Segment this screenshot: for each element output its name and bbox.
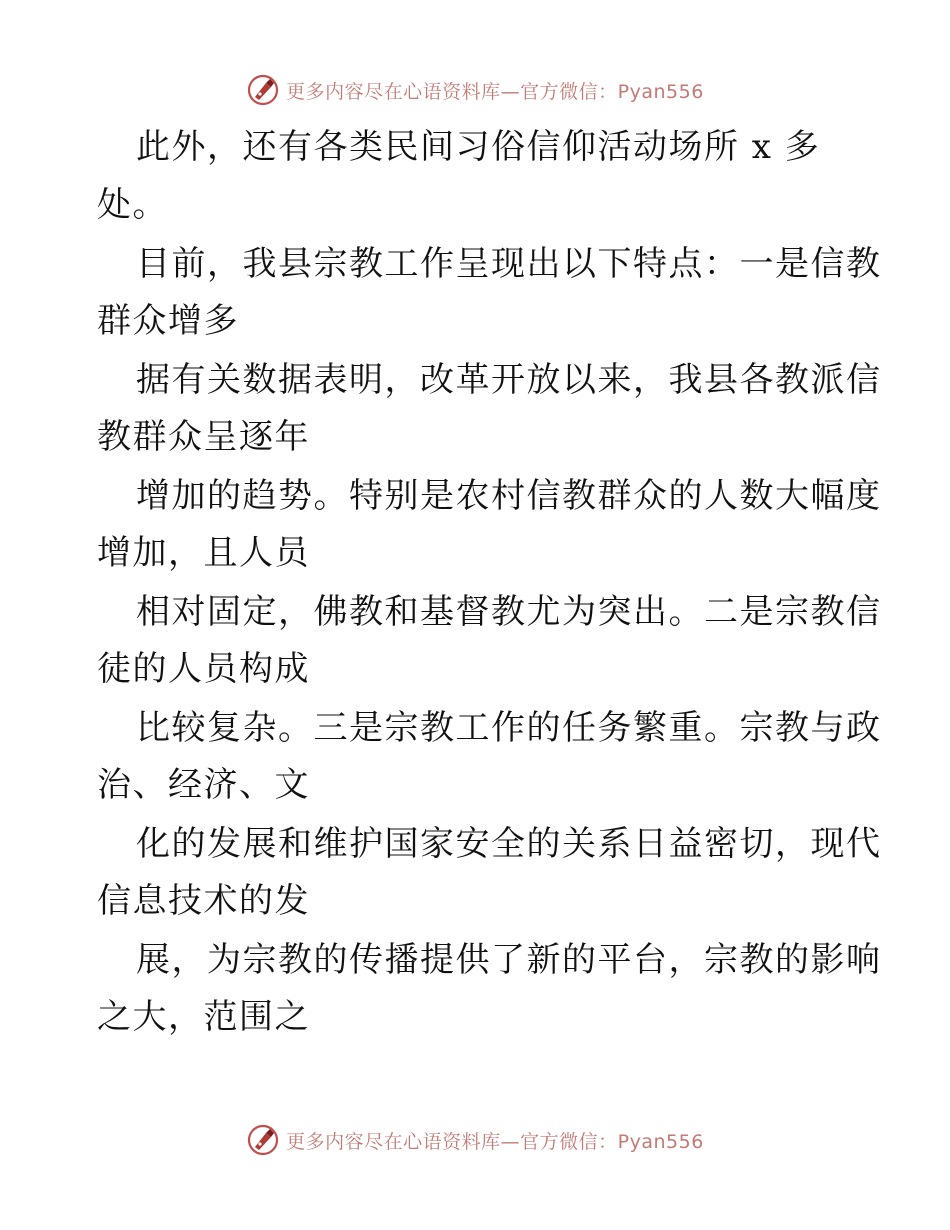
- paragraph-8-line-1: 展，为宗教的传播提供了新的平台，宗教的影响: [136, 940, 882, 980]
- paragraph-4-line-2: 增加，且人员: [97, 533, 310, 573]
- paragraph-3-line-1: 据有关数据表明，改革开放以来，我县各教派信: [136, 360, 882, 400]
- paragraph-7-line-1: 化的发展和维护国家安全的关系日益密切，现代: [136, 824, 882, 864]
- paragraph-6-line-1: 比较复杂。三是宗教工作的任务繁重。宗教与政: [136, 708, 882, 748]
- paragraph-6-line-2: 治、经济、文: [97, 765, 310, 805]
- paragraph-2-line-2: 群众增多: [97, 301, 239, 341]
- paragraph-5-line-1: 相对固定，佛教和基督教尤为突出。二是宗教信: [136, 592, 882, 632]
- paragraph-4-line-1: 增加的趋势。特别是农村信教群众的人数大幅度: [136, 476, 882, 516]
- paragraph-2-line-1: 目前，我县宗教工作呈现出以下特点：一是信教: [136, 244, 882, 284]
- paragraph-1-line-2: 处。: [97, 185, 168, 225]
- footer-banner: [0, 1120, 950, 1160]
- paragraph-7-line-2: 信息技术的发: [97, 881, 310, 921]
- paragraph-1-line-1: 此外，还有各类民间习俗信仰活动场所 x 多: [136, 127, 821, 167]
- header-banner-text: 更多内容尽在心语资料库—官方微信：Pyan556: [286, 80, 704, 103]
- paragraph-5-line-2: 徒的人员构成: [97, 649, 310, 689]
- footer-banner-text: 更多内容尽在心语资料库—官方微信：Pyan556: [286, 1130, 704, 1153]
- paragraph-3-line-2: 教群众呈逐年: [97, 417, 310, 457]
- pen-nib-logo-icon: [246, 1123, 280, 1157]
- paragraph-8-line-2: 之大，范围之: [97, 997, 310, 1037]
